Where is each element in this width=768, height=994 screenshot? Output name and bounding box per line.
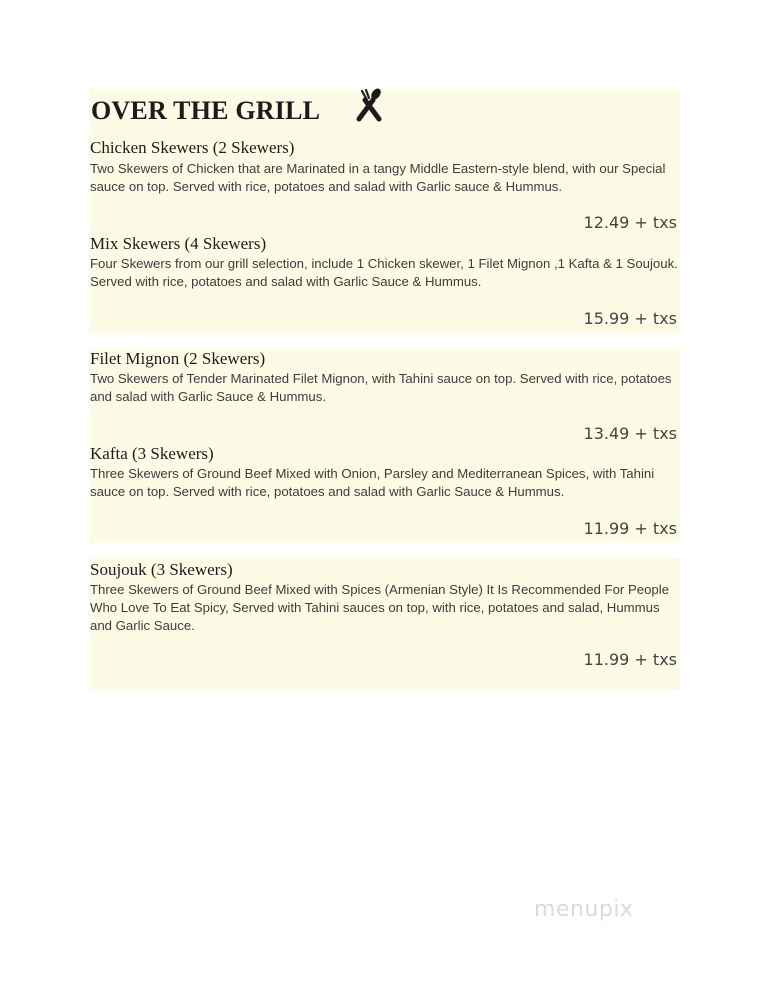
fork-knife-icon bbox=[353, 88, 385, 122]
menu-item-description: Four Skewers from our grill selection, include 1 Chicken skewer, 1 Filet Mignon ,1 Kafta & 1 Soujouk. Served with rice, potatoes and salad with Garlic Sauce & Hummus. bbox=[90, 256, 678, 289]
menu-section-title: OVER THE GRILL bbox=[91, 96, 321, 125]
menupix-watermark: menupix bbox=[534, 897, 634, 922]
menu-item-price: 15.99 + txs bbox=[583, 309, 677, 328]
menu-item-description: Two Skewers of Tender Marinated Filet Mignon, with Tahini sauce on top. Served with rice, potatoes and salad with Garlic Sauce & Hummus. bbox=[90, 371, 672, 404]
menu-item-price: 13.49 + txs bbox=[583, 424, 677, 443]
menu-item-price: 11.99 + txs bbox=[583, 519, 677, 538]
menu-item-description: Three Skewers of Ground Beef Mixed with Onion, Parsley and Mediterranean Spices, with Tahini sauce on top. Served with rice, potatoes and salad with Garlic Sauce & Hummus. bbox=[90, 466, 655, 499]
menu-item-name: Filet Mignon (2 Skewers) bbox=[90, 349, 266, 368]
menu-item-name: Kafta (3 Skewers) bbox=[90, 444, 214, 463]
menu-item-price: 12.49 + txs bbox=[583, 213, 677, 232]
menu-item-description: Three Skewers of Ground Beef Mixed with Spices (Armenian Style) It Is Recommended For People Who Love To Eat Spicy, Served with Tahini sauces on top, with rice, potatoes and salad, Hummus and Garlic Sauce. bbox=[90, 582, 670, 633]
menu-item-description: Two Skewers of Chicken that are Marinated in a tangy Middle Eastern-style blend, with our Special sauce on top. Served with rice, potatoes and salad with Garlic sauce & Hummus. bbox=[90, 161, 666, 194]
menu-item-name: Chicken Skewers (2 Skewers) bbox=[90, 138, 295, 157]
menu-item-name: Soujouk (3 Skewers) bbox=[90, 560, 233, 579]
menu-item-name: Mix Skewers (4 Skewers) bbox=[90, 234, 267, 253]
menu-item-price: 11.99 + txs bbox=[583, 650, 677, 669]
